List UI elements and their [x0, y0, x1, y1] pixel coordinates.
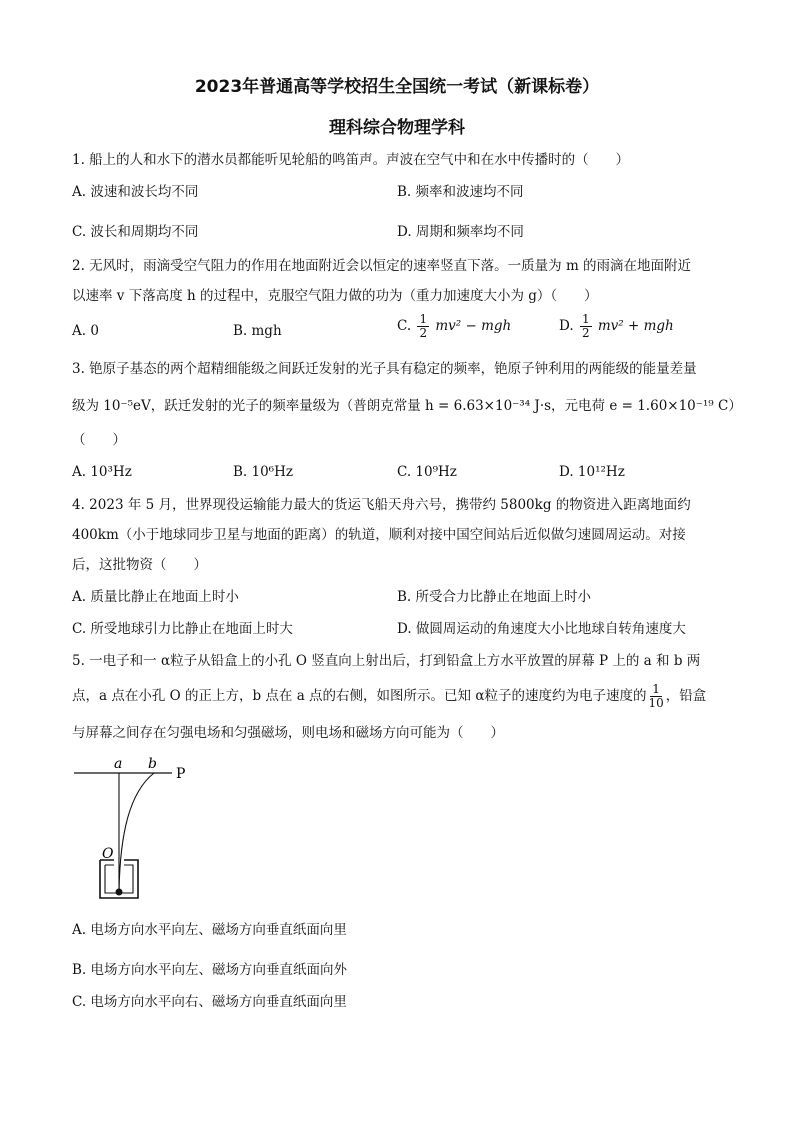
option-c-expr: mv² − mgh	[435, 318, 512, 334]
source-dot	[116, 889, 123, 896]
question-2-option-c	[397, 313, 511, 340]
option-d-expr: mv² + mgh	[597, 318, 674, 334]
fraction-half	[580, 313, 592, 340]
question-5-option-a: A. 电场方向水平向左、磁场方向垂直纸面向里	[72, 922, 347, 938]
question-4-line-2: 400km（小于地球同步卫星与地面的距离）的轨道，顺利对接中国空间站后近似做匀速圆周运动。对接	[72, 527, 686, 543]
question-3-option-a: A. 10³Hz	[72, 464, 132, 480]
question-1-option-b: B. 频率和波速均不同	[397, 184, 524, 200]
question-2-option-b: B. mgh	[233, 323, 282, 339]
question-3-option-b: B. 10⁶Hz	[233, 464, 293, 480]
fraction-one-tenth	[648, 683, 663, 710]
frac-num: 1	[419, 312, 428, 326]
label-p: P	[176, 766, 186, 782]
question-4-line-1: 4. 2023 年 5 月，世界现役运输能力最大的货运飞船天舟六号，携带约 5800kg 的物资进入距离地面约	[72, 497, 691, 513]
frac-den: 2	[581, 326, 590, 340]
question-1-option-c: C. 波长和周期均不同	[72, 224, 199, 240]
question-1-option-d: D. 周期和频率均不同	[397, 224, 524, 240]
question-1-option-a: A. 波速和波长均不同	[72, 184, 199, 200]
question-4-option-d: D. 做圆周运动的角速度大小比地球自转角速度大	[397, 621, 686, 637]
option-d-prefix: D.	[559, 318, 574, 334]
question-3-option-c: C. 10⁹Hz	[397, 464, 457, 480]
question-3-line-2: 级为 10⁻⁵eV，跃迁发射的光子的频率量级为（普朗克常量 h = 6.63×10⁻³⁴ J·s，元电荷 e = 1.60×10⁻¹⁹ C）	[72, 398, 742, 414]
question-5-line-2	[72, 683, 706, 710]
question-5-line-3: 与屏幕之间存在匀强电场和匀强磁场，则电场和磁场方向可能为（ ）	[72, 725, 504, 741]
question-3-line-1: 3. 铯原子基态的两个超精细能级之间跃迁发射的光子具有稳定的频率，铯原子钟利用的两能级的能量差量	[72, 361, 697, 377]
question-4-option-a: A. 质量比静止在地面上时小	[72, 589, 239, 605]
page-title: 2023年普通高等学校招生全国统一考试（新课标卷）	[194, 77, 600, 97]
question-5-option-b: B. 电场方向水平向左、磁场方向垂直纸面向外	[72, 962, 348, 978]
label-o: O	[102, 846, 114, 862]
question-4-option-c: C. 所受地球引力比静止在地面上时大	[72, 621, 293, 637]
question-1-stem: 1. 船上的人和水下的潜水员都能听见轮船的鸣笛声。声波在空气中和在水中传播时的（ ）	[72, 152, 630, 168]
line-2-text: 点，a 点在小孔 O 的正上方，b 点在 a 点的右侧，如图所示。已知 α粒子的速度约为电子速度的	[72, 688, 647, 704]
question-2-line-2: 以速率 v 下落高度 h 的过程中，克服空气阻力做的功为（重力加速度大小为 g）（ ）	[72, 288, 598, 304]
line-2-tail: ，铅盒	[665, 688, 707, 704]
frac-num: 1	[652, 682, 660, 696]
question-3-option-d: D. 10¹²Hz	[559, 464, 625, 480]
frac-den: 10	[648, 696, 664, 710]
frac-num: 1	[581, 312, 590, 326]
question-2-option-d	[559, 313, 674, 340]
question-2-line-1: 2. 无风时，雨滴受空气阻力的作用在地面附近会以恒定的速率竖直下落。一质量为 m 的雨滴在地面附近	[72, 258, 692, 274]
option-c-prefix: C.	[397, 318, 412, 334]
question-4-line-3: 后，这批物资（ ）	[72, 557, 207, 573]
question-5-option-c: C. 电场方向水平向右、磁场方向垂直纸面向里	[72, 994, 347, 1010]
figure-lead-box-screen	[68, 752, 208, 907]
question-5-line-1: 5. 一电子和一 α粒子从铅盒上的小孔 O 竖直向上射出后，打到铅盒上方水平放置的屏幕 P 上的 a 和 b 两	[72, 653, 701, 669]
frac-den: 2	[419, 326, 428, 340]
question-2-option-a: A. 0	[72, 323, 99, 339]
page-subtitle: 理科综合物理学科	[329, 118, 465, 138]
label-b: b	[148, 756, 157, 772]
fraction-half	[417, 313, 429, 340]
question-3-line-3: （ ）	[72, 432, 126, 448]
label-a: a	[114, 756, 123, 772]
question-4-option-b: B. 所受合力比静止在地面上时小	[397, 589, 592, 605]
electron-path	[119, 773, 154, 892]
